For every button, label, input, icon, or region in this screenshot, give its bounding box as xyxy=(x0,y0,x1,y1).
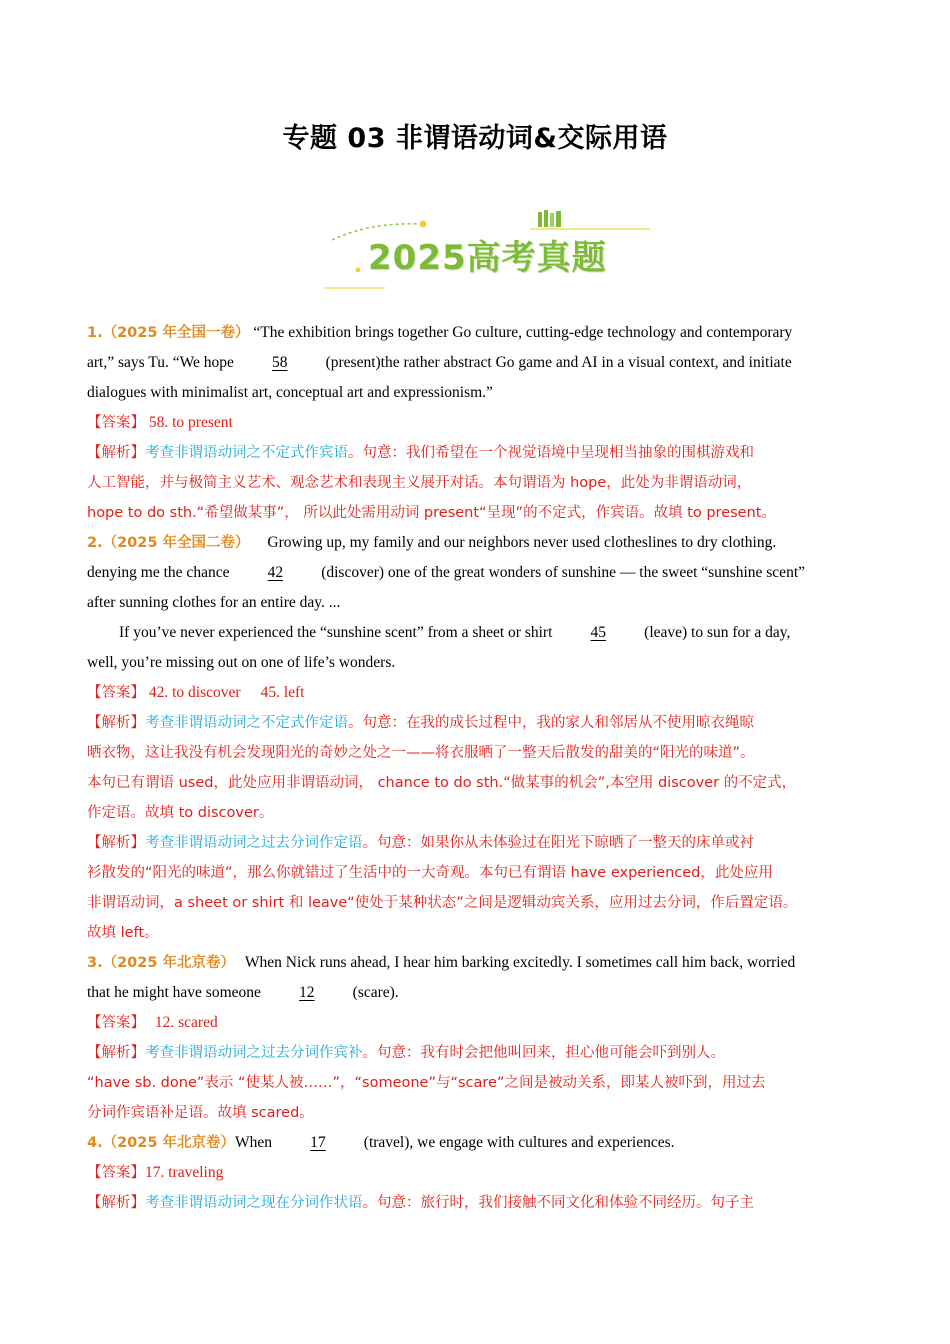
answer-tag: 【答案】 xyxy=(87,1165,145,1181)
q2-text-4b: (leave) to sun for a day, xyxy=(640,624,791,641)
analysis-tag: 【解析】 xyxy=(87,1045,145,1061)
q2-text-2b: (discover) one of the great wonders of sunshine — the sweet “sunshine scent” xyxy=(317,564,806,581)
q2-explanation-1: 。句意：在我的成长过程中，我的家人和邻居从不使用晾衣绳晾 xyxy=(348,715,754,731)
q2-line-1 xyxy=(87,528,867,558)
answer-tag: 【答案】 xyxy=(87,1015,145,1031)
q2-answer xyxy=(87,678,867,708)
q3-blank: 12 xyxy=(299,984,315,1001)
q2-analysis-5 xyxy=(87,828,867,858)
q4-number: 4.（2025 年北京卷） xyxy=(87,1135,236,1151)
page-title: 专题 03 非谓语动词&交际用语 xyxy=(282,123,668,154)
q2-analysis-6: 衫散发的“阳光的味道”，那么你就错过了生活中的一大奇观。本句已有谓语 have experienced，此处应用 xyxy=(87,865,773,881)
q2-answer-text-1: 42. to discover xyxy=(148,684,241,701)
q2-analysis-2: 晒衣物，这让我没有机会发现阳光的奇妙之处之一——将衣服晒了一整天后散发的甜美的“阳光的味道”。 xyxy=(87,745,755,761)
q3-answer-text: 12. scared xyxy=(154,1014,218,1031)
q1-analysis-3: hope to do sth.“希望做某事”， 所以此处需用动词 present“呈现”的不定式，作宾语。故填 to present。 xyxy=(87,505,776,521)
q3-answer xyxy=(87,1008,867,1038)
banner-title: 2025高考真题 xyxy=(368,238,607,278)
q1-explanation-1: 。句意：我们希望在一个视觉语境中呈现相当抽象的围棋游戏和 xyxy=(348,445,754,461)
q2-line-3: after sunning clothes for an entire day. ... xyxy=(87,594,341,611)
q4-analysis-1 xyxy=(87,1188,867,1218)
q3-line-1 xyxy=(87,948,867,978)
q2-analysis-1 xyxy=(87,708,867,738)
analysis-tag: 【解析】 xyxy=(87,715,145,731)
q1-number: 1.（2025 年全国一卷） xyxy=(87,325,250,341)
analysis-tag: 【解析】 xyxy=(87,1195,145,1211)
q1-line-3: dialogues with minimalist art, conceptual art and expressionism.” xyxy=(87,384,493,401)
analysis-tag: 【解析】 xyxy=(87,445,145,461)
q2-line-2 xyxy=(87,558,867,588)
q2-line-4 xyxy=(87,618,867,648)
q2-point-1: 考查非谓语动词之不定式作定语 xyxy=(145,715,348,731)
q3-point: 考查非谓语动词之过去分词作宾补 xyxy=(145,1045,363,1061)
q4-text-1b: (travel), we engage with cultures and experiences. xyxy=(359,1134,675,1151)
q3-text-1: When Nick runs ahead, I hear him barking excitedly. I sometimes call him back, worried xyxy=(244,954,796,971)
q2-answer-text-2: 45. left xyxy=(260,684,305,701)
q4-explanation-1: 。句意：旅行时，我们接触不同文化和体验不同经历。句子主 xyxy=(362,1195,754,1211)
q1-text-2a: art,” says Tu. “We hope xyxy=(87,354,238,371)
answer-tag: 【答案】 xyxy=(87,415,145,431)
q1-blank: 58 xyxy=(271,354,288,371)
q4-answer xyxy=(87,1158,867,1188)
q3-analysis-2: “have sb. done”表示 “使某人被……”，“someone”与“scare”之间是被动关系，即某人被吓到，用过去 xyxy=(87,1075,766,1091)
q1-line-2 xyxy=(87,348,867,378)
q4-text-1a: When xyxy=(235,1134,276,1151)
q2-text-4a: If you’ve never experienced the “sunshine scent” from a sheet or shirt xyxy=(119,624,557,641)
q2-explanation-5: 。句意：如果你从未体验过在阳光下晾晒了一整天的床单或衬 xyxy=(362,835,754,851)
q2-blank-2: 45 xyxy=(590,624,607,641)
q2-analysis-3: 本句已有谓语 used，此处应用非谓语动词， chance to do sth.“做某事的机会”,本空用 discover 的不定式， xyxy=(87,775,797,791)
q1-analysis-1 xyxy=(87,438,867,468)
answer-tag: 【答案】 xyxy=(87,685,145,701)
q1-line-1 xyxy=(87,318,867,348)
q2-number: 2.（2025 年全国二卷） xyxy=(87,535,250,551)
q2-analysis-7: 非谓语动词，a sheet or shirt 和 leave“使处于某种状态”之间是逻辑动宾关系，应用过去分词，作后置定语。 xyxy=(87,895,798,911)
q3-explanation-1: 。句意：我有时会把他叫回来，担心他可能会吓到别人。 xyxy=(362,1045,725,1061)
question-list xyxy=(87,318,867,1218)
q1-text-1: “The exhibition brings together Go culture, cutting-edge technology and contemporary xyxy=(253,324,793,341)
banner xyxy=(320,202,660,298)
q2-blank-1: 42 xyxy=(267,564,284,581)
q1-point: 考查非谓语动词之不定式作宾语 xyxy=(145,445,348,461)
q3-line-2 xyxy=(87,978,867,1008)
q4-line-1 xyxy=(87,1128,867,1158)
q1-analysis-2: 人工智能，并与极简主义艺术、观念艺术和表现主义展开对话。本句谓语为 hope，此处为非谓语动词， xyxy=(87,475,752,491)
q2-analysis-8: 故填 left。 xyxy=(87,925,159,941)
q3-analysis-3: 分词作宾语补足语。故填 scared。 xyxy=(87,1105,314,1121)
q3-text-2b: (scare). xyxy=(348,984,399,1001)
q3-analysis-1 xyxy=(87,1038,867,1068)
q2-point-2: 考查非谓语动词之过去分词作定语 xyxy=(145,835,363,851)
analysis-tag: 【解析】 xyxy=(87,835,145,851)
q4-point: 考查非谓语动词之现在分词作状语 xyxy=(145,1195,363,1211)
q2-text-2a: denying me the chance xyxy=(87,564,234,581)
q1-text-2b: (present)the rather abstract Go game and AI in a visual context, and initiate xyxy=(321,354,792,371)
q4-blank: 17 xyxy=(310,1134,326,1151)
q3-text-2a: that he might have someone xyxy=(87,984,265,1001)
q1-answer xyxy=(87,408,867,438)
q4-answer-text: 17. traveling xyxy=(145,1164,224,1181)
q2-text-1: Growing up, my family and our neighbors never used clotheslines to dry clothing. xyxy=(267,534,777,551)
q2-line-5: well, you’re missing out on one of life’s wonders. xyxy=(87,654,396,671)
q2-analysis-4: 作定语。故填 to discover。 xyxy=(87,805,274,821)
q1-answer-text: 58. to present xyxy=(148,414,233,431)
q3-number: 3.（2025 年北京卷） xyxy=(87,955,236,971)
